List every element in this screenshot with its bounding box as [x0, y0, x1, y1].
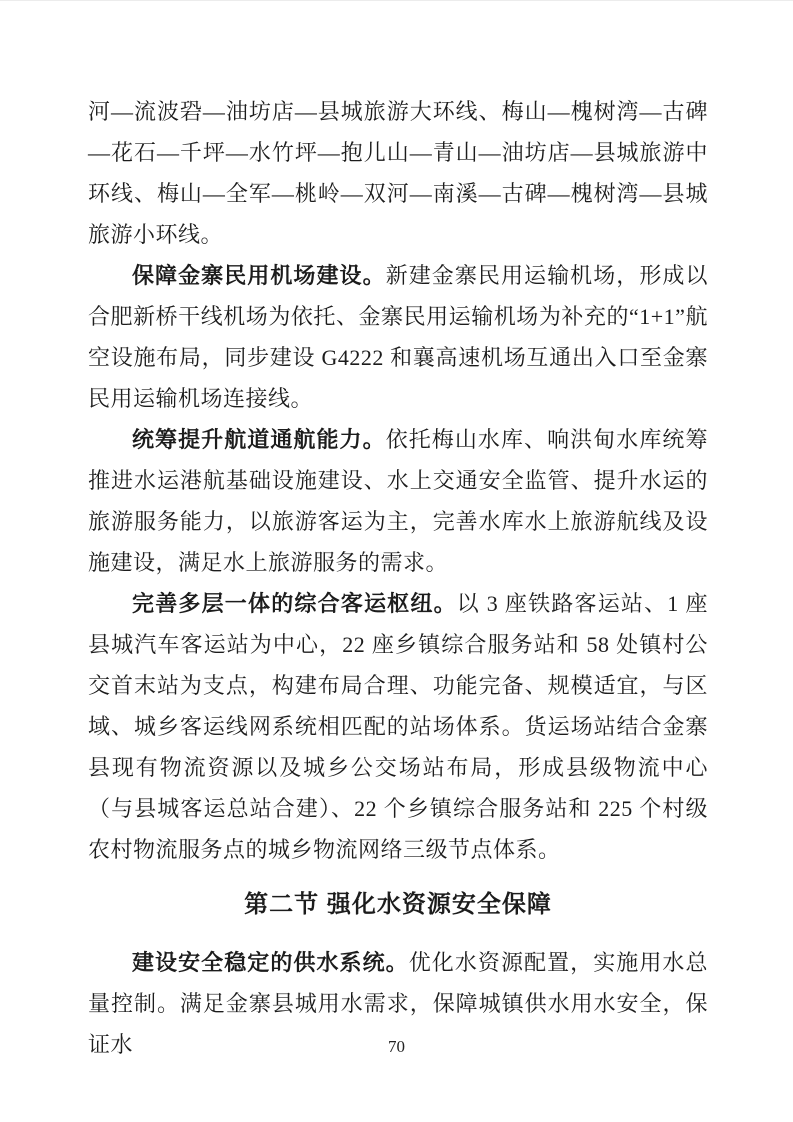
section-heading: 第二节 强化水资源安全保障	[244, 891, 552, 918]
paragraph-lead: 保障金寨民用机场建设。	[132, 263, 386, 288]
paragraph-text: 优化水资源配置，实施用水总量控制。满足金寨县城用水需求，保障城镇供水用水安全，保证水	[88, 950, 708, 1057]
paragraph	[88, 255, 708, 419]
paragraph	[88, 583, 708, 870]
paragraph-text: 以 3 座铁路客运站、1 座县城汽车客运站为中心，22 座乡镇综合服务站和 58 处镇村公交首末站为支点，构建布局合理、功能完备、规模适宜，与区域、城乡客运线网系统相匹配的站场体系。货运场站结合金寨县现有物流资源以及城乡公交场站布局，形成县级物流中心（与县城客运总站合建）、22 个乡镇综合服务站和 225 个村级农村物流服务点的城乡物流网络三级节点体系。	[88, 591, 708, 862]
paragraph	[88, 419, 708, 583]
paragraph-text: 河—流波䂬—油坊店—县城旅游大环线、梅山—槐树湾—古碑—花石—千坪—水竹坪—抱儿山—青山—油坊店—县城旅游中环线、梅山—全军—桃岭—双河—南溪—古碑—槐树湾—县城旅游小环线。	[88, 99, 708, 247]
paragraph-text: 新建金寨民用运输机场，形成以合肥新桥干线机场为依托、金寨民用运输机场为补充的“1+1”航空设施布局，同步建设 G4222 和襄高速机场互通出入口至金寨民用运输机场连接线。	[88, 263, 708, 411]
paragraph-lead: 统筹提升航道通航能力。	[132, 427, 386, 452]
paragraph-text: 依托梅山水库、响洪甸水库统筹推进水运港航基础设施建设、水上交通安全监管、提升水运的旅游服务能力，以旅游客运为主，完善水库水上旅游航线及设施建设，满足水上旅游服务的需求。	[88, 427, 708, 575]
document-body	[88, 91, 708, 1065]
paragraph	[88, 91, 708, 255]
page-number: 70	[388, 1037, 405, 1056]
paragraph-lead: 完善多层一体的综合客运枢纽。	[132, 591, 457, 616]
paragraph-lead: 建设安全稳定的供水系统。	[132, 950, 409, 975]
